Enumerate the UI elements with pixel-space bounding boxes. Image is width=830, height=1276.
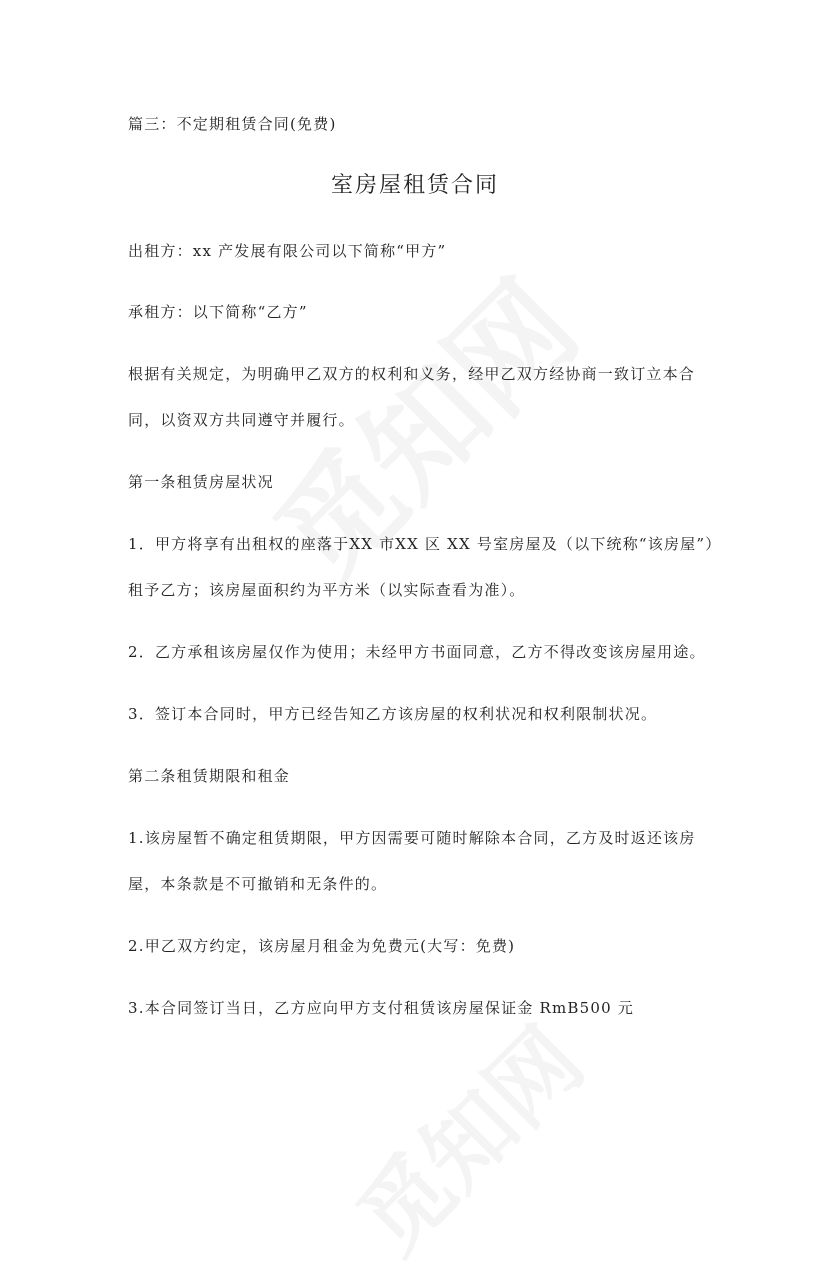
intro-paragraph-line-1: 根据有关规定，为明确甲乙双方的权利和义务，经甲乙双方经协商一致订立本合 xyxy=(128,365,696,383)
section-heading: 篇三：不定期租赁合同(免费) xyxy=(128,115,337,133)
article-2-item-3: 3.本合同签订当日，乙方应向甲方支付租赁该房屋保证金 RmB500 元 xyxy=(128,999,635,1017)
article-1-item-1-line-1: 1．甲方将享有出租权的座落于XX 市XX 区 XX 号室房屋及（以下统称“该房屋”） xyxy=(128,535,722,553)
lessee-line: 承租方：以下简称“乙方” xyxy=(128,303,308,321)
article-2-item-1-line-1: 1.该房屋暂不确定租赁期限，甲方因需要可随时解除本合同，乙方及时返还该房 xyxy=(128,829,696,847)
article-2-item-2: 2.甲乙双方约定，该房屋月租金为免费元(大写：免费) xyxy=(128,937,516,955)
article-2-title: 第二条租赁期限和租金 xyxy=(128,767,291,785)
article-1-item-2: 2．乙方承租该房屋仅作为使用；未经甲方书面同意，乙方不得改变该房屋用途。 xyxy=(128,643,706,661)
watermark-logo-lower xyxy=(324,994,607,1276)
article-2-item-1-line-2: 屋，本条款是不可撤销和无条件的。 xyxy=(128,875,388,893)
article-1-item-3: 3．签订本合同时，甲方已经告知乙方该房屋的权利状况和权利限制状况。 xyxy=(128,705,658,723)
intro-paragraph-line-2: 同，以资双方共同遵守并履行。 xyxy=(128,411,355,429)
lessor-line: 出租方：xx 产发展有限公司以下简称“甲方” xyxy=(128,242,447,260)
document-title: 室房屋租赁合同 xyxy=(330,173,499,198)
article-1-item-1-line-2: 租予乙方；该房屋面积约为平方米（以实际查看为准）。 xyxy=(128,581,526,599)
article-1-title: 第一条租赁房屋状况 xyxy=(128,473,274,491)
